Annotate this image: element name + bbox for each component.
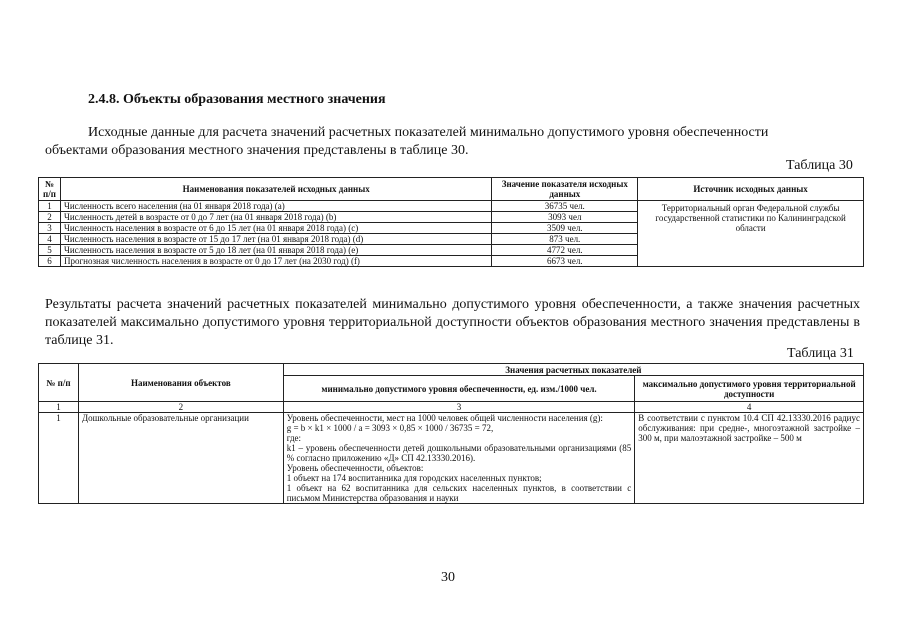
row-number: 6 — [39, 256, 61, 267]
row-name: Численность детей в возрасте от 0 до 7 лет (на 01 января 2018 года) (b) — [60, 212, 491, 223]
row-number: 1 — [39, 413, 79, 504]
row-number: 5 — [39, 245, 61, 256]
index-cell: 3 — [283, 402, 635, 413]
table31-header-name: Наименования объектов — [78, 364, 283, 402]
row-value: 4772 чел. — [492, 245, 638, 256]
table31-header-num: № п/п — [39, 364, 79, 402]
min-line: 1 объект на 62 воспитанника для сельских населенных пунктов, в соответствии с письмом Министерства образования и науки — [286, 483, 632, 503]
table30-source: Территориальный орган Федеральной службы государственной статистики по Калининградской области — [638, 201, 864, 267]
row-number: 3 — [39, 223, 61, 234]
min-line: Уровень обеспеченности, объектов: — [286, 463, 424, 473]
table-row — [39, 413, 864, 504]
row-number: 2 — [39, 212, 61, 223]
row-number: 1 — [39, 201, 61, 212]
results-paragraph: Результаты расчета значений расчетных показателей минимально допустимого уровня обеспеченности, а также значения расчетных показателей максимально допустимого уровня территориальной доступности объектов образования местного значения представлены в таблице 31. — [45, 297, 860, 348]
table-row — [39, 201, 864, 212]
index-cell: 2 — [78, 402, 283, 413]
intro-line-1: Исходные данные для расчета значений расчетных показателей минимально допустимого уровня обеспеченности — [88, 125, 769, 140]
min-line: где: — [286, 433, 302, 443]
table31-header-max: максимально допустимого уровня территориальной доступности — [635, 376, 864, 402]
row-value: 3509 чел. — [492, 223, 638, 234]
table31-label: Таблица 31 — [787, 346, 854, 361]
min-cell — [283, 413, 635, 504]
row-name: Численность всего населения (на 01 января 2018 года) (a) — [60, 201, 491, 212]
row-name: Прогнозная численность населения в возрасте от 0 до 17 лет (на 2030 год) (f) — [60, 256, 491, 267]
row-name: Численность населения в возрасте от 6 до 15 лет (на 01 января 2018 года) (c) — [60, 223, 491, 234]
max-cell: В соответствии с пунктом 10.4 СП 42.13330.2016 радиус обслуживания: при средне-, многоэтажной застройке – 300 м, при малоэтажной застройке – 500 м — [635, 413, 864, 504]
table31-header-group: Значения расчетных показателей — [283, 364, 863, 376]
index-cell: 4 — [635, 402, 864, 413]
row-number: 4 — [39, 234, 61, 245]
section-heading: 2.4.8. Объекты образования местного значения — [88, 92, 386, 107]
min-line: 1 объект на 174 воспитанника для городских населенных пунктов; — [286, 473, 542, 483]
page-number: 30 — [441, 570, 455, 585]
min-line: Уровень обеспеченности, мест на 1000 человек общей численности населения (g): — [286, 413, 603, 423]
index-cell: 1 — [39, 402, 79, 413]
table30-header-source: Источник исходных данных — [638, 178, 864, 201]
min-line: k1 – уровень обеспеченности детей дошкольными образовательными организациями (85 % согласно приложению «Д» СП 42.13330.2016). — [286, 443, 632, 463]
table31-header-min: минимально допустимого уровня обеспеченности, ед. изм./1000 чел. — [283, 376, 635, 402]
row-value: 3093 чел — [492, 212, 638, 223]
intro-line-2: объектами образования местного значения представлены в таблице 30. — [45, 143, 469, 158]
row-value: 36735 чел. — [492, 201, 638, 212]
row-name: Дошкольные образовательные организации — [78, 413, 283, 504]
row-value: 873 чел. — [492, 234, 638, 245]
table31-index-row — [39, 402, 864, 413]
table-30 — [38, 177, 864, 267]
row-value: 6673 чел. — [492, 256, 638, 267]
table30-header-num: № п/п — [39, 178, 61, 201]
table30-label: Таблица 30 — [786, 158, 853, 173]
row-name: Численность населения в возрасте от 5 до 18 лет (на 01 января 2018 года) (e) — [60, 245, 491, 256]
table31-header-row-1 — [39, 364, 864, 376]
table30-header-name: Наименования показателей исходных данных — [60, 178, 491, 201]
table-31 — [38, 363, 864, 504]
table30-header-row — [39, 178, 864, 201]
row-name: Численность населения в возрасте от 15 до 17 лет (на 01 января 2018 года) (d) — [60, 234, 491, 245]
table30-header-value: Значение показателя исходных данных — [492, 178, 638, 201]
min-formula: g = b × k1 × 1000 / a = 3093 × 0,85 × 1000 / 36735 = 72, — [286, 423, 494, 433]
